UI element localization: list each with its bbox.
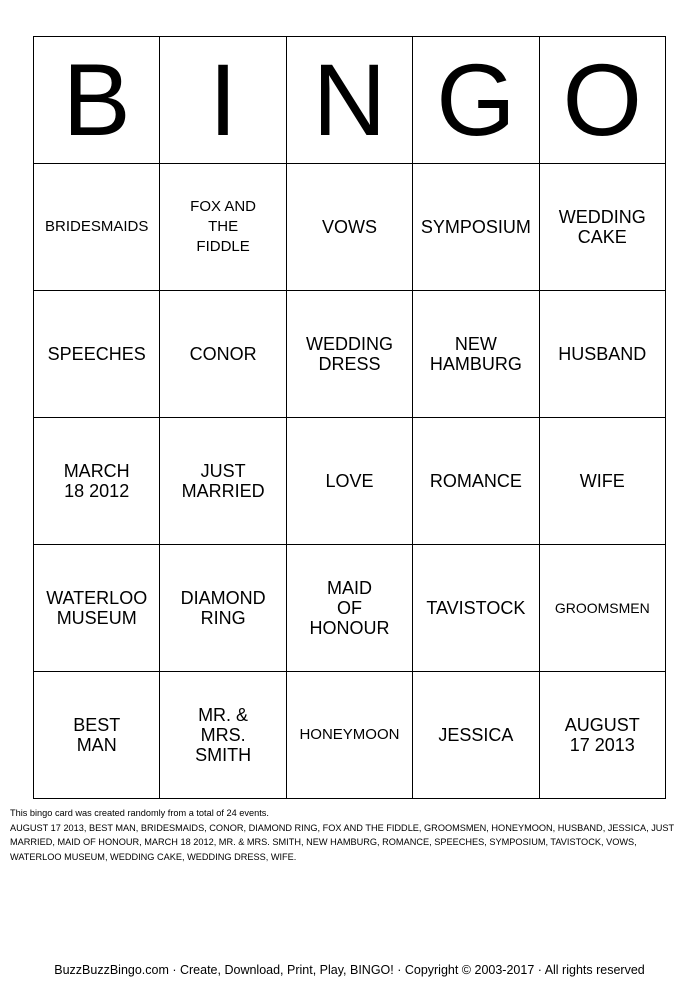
bingo-cell — [286, 545, 412, 672]
bingo-cell — [160, 164, 286, 291]
info-summary: This bingo card was created randomly from a total of 24 events. — [10, 808, 269, 818]
bingo-cell — [539, 672, 665, 799]
bingo-cell — [413, 164, 539, 291]
bingo-cell — [34, 164, 160, 291]
cell-text: ROMANCE — [429, 471, 522, 491]
bingo-cell — [34, 672, 160, 799]
header-letter-o: O — [539, 37, 665, 164]
bingo-cell — [34, 545, 160, 672]
bingo-row — [34, 672, 666, 799]
cell-text: DIAMOND RING — [180, 588, 266, 628]
cell-text: FOX AND THE FIDDLE — [190, 198, 257, 255]
bingo-cell — [160, 545, 286, 672]
cell-text: NEW HAMBURG — [429, 334, 522, 374]
cell-text: WEDDING CAKE — [558, 207, 646, 247]
card-info — [10, 806, 685, 864]
cell-text: BEST MAN — [73, 715, 121, 755]
bingo-cell — [160, 672, 286, 799]
bingo-card — [33, 36, 666, 799]
cell-text: MR. & MRS. SMITH — [195, 705, 252, 765]
bingo-cell — [539, 545, 665, 672]
cell-text: TAVISTOCK — [426, 598, 526, 618]
bingo-row — [34, 291, 666, 418]
bingo-cell — [539, 291, 665, 418]
bingo-cell — [34, 418, 160, 545]
cell-text: VOWS — [321, 217, 377, 237]
bingo-cell — [160, 418, 286, 545]
bingo-cell — [286, 164, 412, 291]
cell-text: GROOMSMEN — [554, 600, 650, 616]
cell-text: AUGUST 17 2013 — [564, 715, 640, 755]
cell-text: MARCH 18 2012 — [63, 461, 130, 501]
bingo-cell — [539, 418, 665, 545]
cell-text: HUSBAND — [558, 344, 647, 364]
cell-text: WATERLOO MUSEUM — [46, 588, 148, 628]
bingo-row — [34, 164, 666, 291]
footer-copyright: BuzzBuzzBingo.com · Create, Download, Print, Play, BINGO! · Copyright © 2003-2017 · All rights reserved — [54, 963, 645, 977]
header-letter-i: I — [160, 37, 286, 164]
bingo-header-row — [34, 37, 666, 164]
info-event-list: AUGUST 17 2013, BEST MAN, BRIDESMAIDS, CONOR, DIAMOND RING, FOX AND THE FIDDLE, GROOMSMEN, HONEYMOON, HUSBAND, JESSICA, JUST MARRIED, MAID OF HONOUR, MARCH 18 2012, MR. & MRS. SMITH, NEW HAMBURG, ROMANCE, SPEECHES, SYMPOSIUM, TAVISTOCK, VOWS, WATERLOO MUSEUM, WEDDING CAKE, WEDDING DRESS, WIFE. — [10, 822, 674, 862]
cell-text: WIFE — [579, 471, 625, 491]
bingo-cell — [286, 672, 412, 799]
cell-text: LOVE — [325, 471, 374, 491]
bingo-cell — [160, 291, 286, 418]
bingo-cell — [413, 672, 539, 799]
cell-text: BRIDESMAIDS — [45, 218, 149, 235]
bingo-cell — [539, 164, 665, 291]
bingo-cell — [286, 418, 412, 545]
bingo-cell — [413, 545, 539, 672]
header-letter-b: B — [34, 37, 160, 164]
bingo-row — [34, 545, 666, 672]
bingo-cell — [413, 291, 539, 418]
header-letter-g: G — [413, 37, 539, 164]
cell-text: HONEYMOON — [299, 726, 400, 743]
bingo-row — [34, 418, 666, 545]
cell-text: SPEECHES — [47, 344, 146, 364]
bingo-cell — [413, 418, 539, 545]
cell-text: CONOR — [189, 344, 257, 364]
cell-text: JUST MARRIED — [181, 461, 265, 501]
cell-text: SYMPOSIUM — [420, 217, 531, 237]
cell-text: JESSICA — [438, 725, 514, 745]
cell-text: MAID OF HONOUR — [309, 578, 390, 638]
cell-text: WEDDING DRESS — [305, 334, 393, 374]
bingo-cell — [34, 291, 160, 418]
bingo-cell — [286, 291, 412, 418]
header-letter-n: N — [286, 37, 412, 164]
